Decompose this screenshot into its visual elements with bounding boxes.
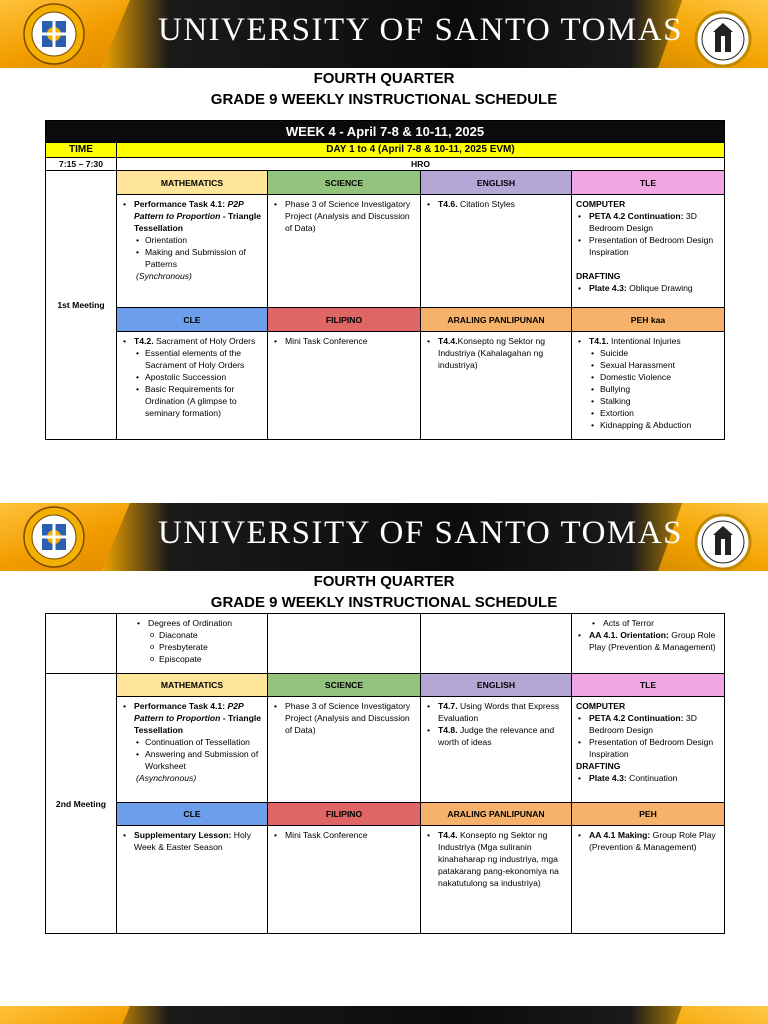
list-item: • Plate 4.3: Oblique Drawing — [576, 282, 720, 294]
subject-header-row — [46, 803, 725, 826]
crest-logo — [694, 10, 752, 68]
list-item: • Making and Submission of Patterns — [134, 246, 263, 270]
list-item: • Presentation of Bedroom Design Inspiration — [576, 234, 720, 258]
tle-cell — [572, 697, 725, 803]
subject-filipino: FILIPINO — [268, 803, 421, 826]
subject-tle: TLE — [572, 171, 725, 195]
list-item: • Degrees of Ordination o Diaconate o Presbyterate o Episcopate — [135, 617, 263, 665]
list-item: • Kidnapping & Abduction — [589, 419, 720, 431]
schedule-table-continuation — [45, 613, 725, 934]
list-item: • T4.6. Citation Styles — [425, 198, 567, 210]
tle-computer-label: COMPUTER — [576, 199, 626, 209]
list-item: • Mini Task Conference — [272, 335, 416, 347]
meeting-label: 2nd Meeting — [46, 674, 117, 934]
subject-english: ENGLISH — [421, 674, 572, 697]
filipino-cell — [268, 826, 421, 934]
list-item: • AA 4.1 Making: Group Role Play (Prevention & Management) — [576, 829, 720, 853]
schedule-title: GRADE 9 WEEKLY INSTRUCTIONAL SCHEDULE — [210, 594, 558, 611]
list-item: • PETA 4.2 Continuation: 3D Bedroom Design — [576, 712, 720, 736]
subject-peh: PEH kaa — [572, 308, 725, 332]
schedule-table-week4 — [45, 120, 725, 440]
subject-peh: PEH — [572, 803, 725, 826]
subject-science: SCIENCE — [268, 171, 421, 195]
day-header-row — [46, 143, 725, 158]
banner-title: UNIVERSITY OF SANTO TOMAS — [158, 12, 683, 48]
content-row — [46, 697, 725, 803]
list-item: o Diaconate — [148, 629, 263, 641]
list-item: • Essential elements of the Sacrament of Holy Orders — [134, 347, 263, 371]
subject-araling-panlipunan: ARALING PANLIPUNAN — [421, 803, 572, 826]
tle-cell — [572, 195, 725, 308]
list-item: • Stalking — [589, 395, 720, 407]
day-header: DAY 1 to 4 (April 7-8 & 10-11, 2025 EVM) — [117, 143, 725, 158]
cle-continuation-cell — [117, 614, 268, 674]
peh-cell — [572, 332, 725, 440]
subject-tle: TLE — [572, 674, 725, 697]
list-item: • Phase 3 of Science Investigatory Project (Analysis and Discussion of Data) — [272, 198, 416, 234]
list-item: • Plate 4.3: Continuation — [576, 772, 720, 784]
list-item: • AA 4.1. Orientation: Group Role Play (Prevention & Management) — [576, 629, 720, 653]
university-seal-logo — [8, 505, 100, 569]
list-item: • Extortion — [589, 407, 720, 419]
content-row — [46, 332, 725, 440]
list-item: • T4.7. Using Words that Express Evaluation — [425, 700, 567, 724]
list-item: • Performance Task 4.1: P2P Pattern to Proportion - Triangle Tessellation • Continuation of Tessellation • Answering and Submission of Worksheet — [121, 700, 263, 772]
crest-logo — [694, 513, 752, 571]
continuation-row — [46, 614, 725, 674]
empty-cell — [268, 614, 421, 674]
subject-cle: CLE — [117, 308, 268, 332]
subject-filipino: FILIPINO — [268, 308, 421, 332]
empty-cell — [46, 614, 117, 674]
math-cell — [117, 697, 268, 803]
science-cell — [268, 697, 421, 803]
list-item: • Sexual Harassment — [589, 359, 720, 371]
week-label: WEEK 4 - April 7-8 & 10-11, 2025 — [46, 121, 725, 143]
list-item: • PETA 4.2 Continuation: 3D Bedroom Design — [576, 210, 720, 234]
tle-computer-label: COMPUTER — [576, 701, 626, 711]
content-row — [46, 826, 725, 934]
subject-header-row — [46, 674, 725, 697]
list-item: • Suicide — [589, 347, 720, 359]
cle-cell — [117, 332, 268, 440]
quarter-title: FOURTH QUARTER — [313, 70, 455, 87]
list-item: • Phase 3 of Science Investigatory Project (Analysis and Discussion of Data) — [272, 700, 416, 736]
list-item: o Episcopate — [148, 653, 263, 665]
hro-time: 7:15 – 7:30 — [46, 158, 117, 171]
subject-araling-panlipunan: ARALING PANLIPUNAN — [421, 308, 572, 332]
science-cell — [268, 195, 421, 308]
list-item: • Acts of Terror — [590, 617, 720, 629]
list-item: • T4.4. Konsepto ng Sektor ng Industriya (Mga suliranin kinahaharap ng industriya, mga patakarang pang-ekonomiya na nakatutulong sa industriya) — [425, 829, 567, 889]
subject-english: ENGLISH — [421, 171, 572, 195]
list-item: • T4.1. Intentional Injuries • Suicide • Sexual Harassment • Domestic Violence • Bullying • Stalking • Extortion • Kidnapping & Abduction — [576, 335, 720, 431]
filipino-cell — [268, 332, 421, 440]
list-item: • Continuation of Tessellation — [134, 736, 263, 748]
empty-cell — [421, 614, 572, 674]
list-item: • Domestic Violence — [589, 371, 720, 383]
subject-math: MATHEMATICS — [117, 674, 268, 697]
content-row — [46, 195, 725, 308]
english-cell — [421, 195, 572, 308]
list-item: • T4.4.Konsepto ng Sektor ng Industriya (Kahalagahan ng industriya) — [425, 335, 567, 371]
tle-drafting-label: DRAFTING — [576, 271, 621, 281]
list-item: • Answering and Submission of Worksheet — [134, 748, 263, 772]
math-cell — [117, 195, 268, 308]
list-item: • Bullying — [589, 383, 720, 395]
list-item: • Apostolic Succession — [134, 371, 263, 383]
english-cell — [421, 697, 572, 803]
subject-header-row — [46, 308, 725, 332]
header-banner — [0, 503, 768, 571]
math-mode: (Synchronous) — [136, 271, 192, 281]
list-item: • Basic Requirements for Ordination (A glimpse to seminary formation) — [134, 383, 263, 419]
peh-cell — [572, 826, 725, 934]
schedule-title: GRADE 9 WEEKLY INSTRUCTIONAL SCHEDULE — [210, 91, 558, 108]
list-item: o Presbyterate — [148, 641, 263, 653]
peh-continuation-cell — [572, 614, 725, 674]
quarter-title: FOURTH QUARTER — [313, 573, 455, 590]
list-item: • Supplementary Lesson: Holy Week & Easter Season — [121, 829, 263, 853]
banner-title: UNIVERSITY OF SANTO TOMAS — [158, 515, 683, 551]
time-header: TIME — [46, 143, 117, 158]
list-item: • Performance Task 4.1: P2P Pattern to Proportion - Triangle Tessellation • Orientation • Making and Submission of Patterns — [121, 198, 263, 270]
hro-label: HRO — [117, 158, 725, 171]
ap-cell — [421, 332, 572, 440]
tle-drafting-label: DRAFTING — [576, 761, 621, 771]
list-item: • T4.2. Sacrament of Holy Orders • Essential elements of the Sacrament of Holy Orders • Apostolic Succession • Basic Requirements for Ordination (A glimpse to seminary formation) — [121, 335, 263, 419]
list-item: • T4.8. Judge the relevance and worth of ideas — [425, 724, 567, 748]
header-banner — [0, 1006, 768, 1024]
list-item: • Mini Task Conference — [272, 829, 416, 841]
subject-science: SCIENCE — [268, 674, 421, 697]
cle-cell — [117, 826, 268, 934]
subject-header-row — [46, 171, 725, 195]
ap-cell — [421, 826, 572, 934]
math-mode: (Asynchronous) — [136, 773, 197, 783]
header-banner — [0, 0, 768, 68]
list-item: • Presentation of Bedroom Design Inspiration — [576, 736, 720, 760]
week-row — [46, 121, 725, 143]
subject-math: MATHEMATICS — [117, 171, 268, 195]
banner-left-accent — [0, 1006, 130, 1024]
hro-row — [46, 158, 725, 171]
meeting-label: 1st Meeting — [46, 171, 117, 440]
list-item: • Orientation — [134, 234, 263, 246]
university-seal-logo — [8, 2, 100, 66]
subject-cle: CLE — [117, 803, 268, 826]
